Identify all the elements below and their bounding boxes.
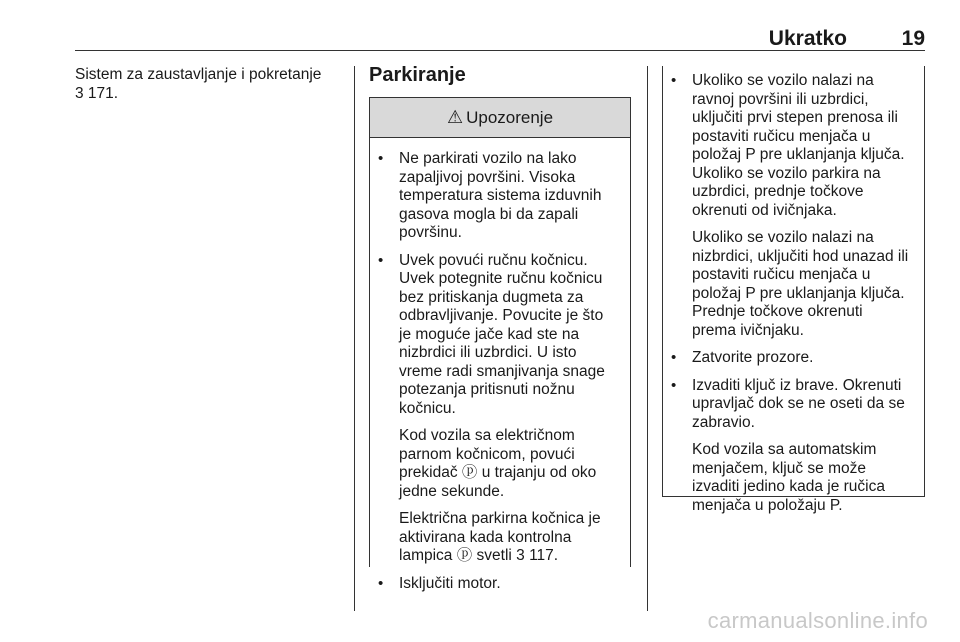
list-paragraph: Kod vozila sa električnom parnom kočnicom, povući prekidač ⓟ u trajanju od oko jedne sekunde. (399, 427, 597, 500)
list-paragraph: • Uvek povući ručnu kočnicu. Uvek potegnite ručnu kočnicu bez pritiskanja dugmeta za odbravljivanje. Povucite je što je moguće jače kad ste na nizbrdici ili uzbrdici. U isto vreme radi smanjivanja snage potezanja pritisnuti nožnu kočnicu. (399, 251, 605, 417)
column-divider-right (647, 66, 648, 611)
list-paragraph: Kod vozila sa automatskim menjačem, ključ se može izvaditi jedino kada je ručica menjača u položaju P. (692, 441, 885, 514)
warning-header (370, 98, 630, 138)
header-title: Ukratko (768, 27, 847, 50)
footer-watermark: carmanualsonline.info (707, 608, 928, 633)
cross-reference-page[interactable]: 3 171. (75, 84, 119, 102)
warning-title: Upozorenje (466, 107, 554, 127)
list-item (370, 575, 622, 594)
warning-triangle-icon: ⚠ (446, 107, 464, 127)
warning-box (369, 97, 631, 592)
list-paragraph: • Isključiti motor. (399, 574, 501, 592)
list-item (370, 252, 622, 566)
list-item (663, 349, 918, 368)
page-number: 19 (901, 27, 925, 50)
cross-reference-text: Sistem za zaustavljanje i pokretanje (75, 66, 322, 83)
list-item (663, 72, 918, 340)
list-paragraph: • Ne parkirati vozilo na lako zapaljivoj površini. Visoka temperatura sistema izduvnih gasova mogla bi da zapali površinu. (399, 150, 602, 241)
column-3-box (662, 66, 925, 514)
list-paragraph: • Ukoliko se vozilo nalazi na ravnoj površini ili uzbrdici, uključiti prvi stepen prenosa ili postaviti ručicu menjača u položaj P pre uklanjanja ključa. Ukoliko se vozilo parkira na uzbrdici, prednje točkove okrenuti od ivičnjaka. (692, 72, 905, 219)
list-item (663, 377, 918, 516)
list-paragraph: • Zatvorite prozore. (692, 349, 814, 366)
section-title: Parkiranje (369, 64, 466, 86)
list-paragraph: Ukoliko se vozilo nalazi na nizbrdici, uključiti hod unazad ili postaviti ručicu menjača u položaj P pre uklanjanja ključa. Prednje točkove okrenuti prema ivičnjaku. (692, 229, 909, 339)
parking-steps-list (663, 66, 924, 515)
warning-list (370, 138, 630, 593)
list-paragraph: • Izvaditi ključ iz brave. Okrenuti upravljač dok se ne oseti da se zabravio. (692, 376, 905, 431)
header-rule (75, 50, 925, 51)
list-paragraph: Električna parkirna kočnica je aktivirana kada kontrolna lampica ⓟ svetli 3 117. (399, 510, 601, 564)
column-1 (75, 66, 345, 103)
column-divider-left (354, 66, 355, 611)
list-item (370, 150, 622, 243)
